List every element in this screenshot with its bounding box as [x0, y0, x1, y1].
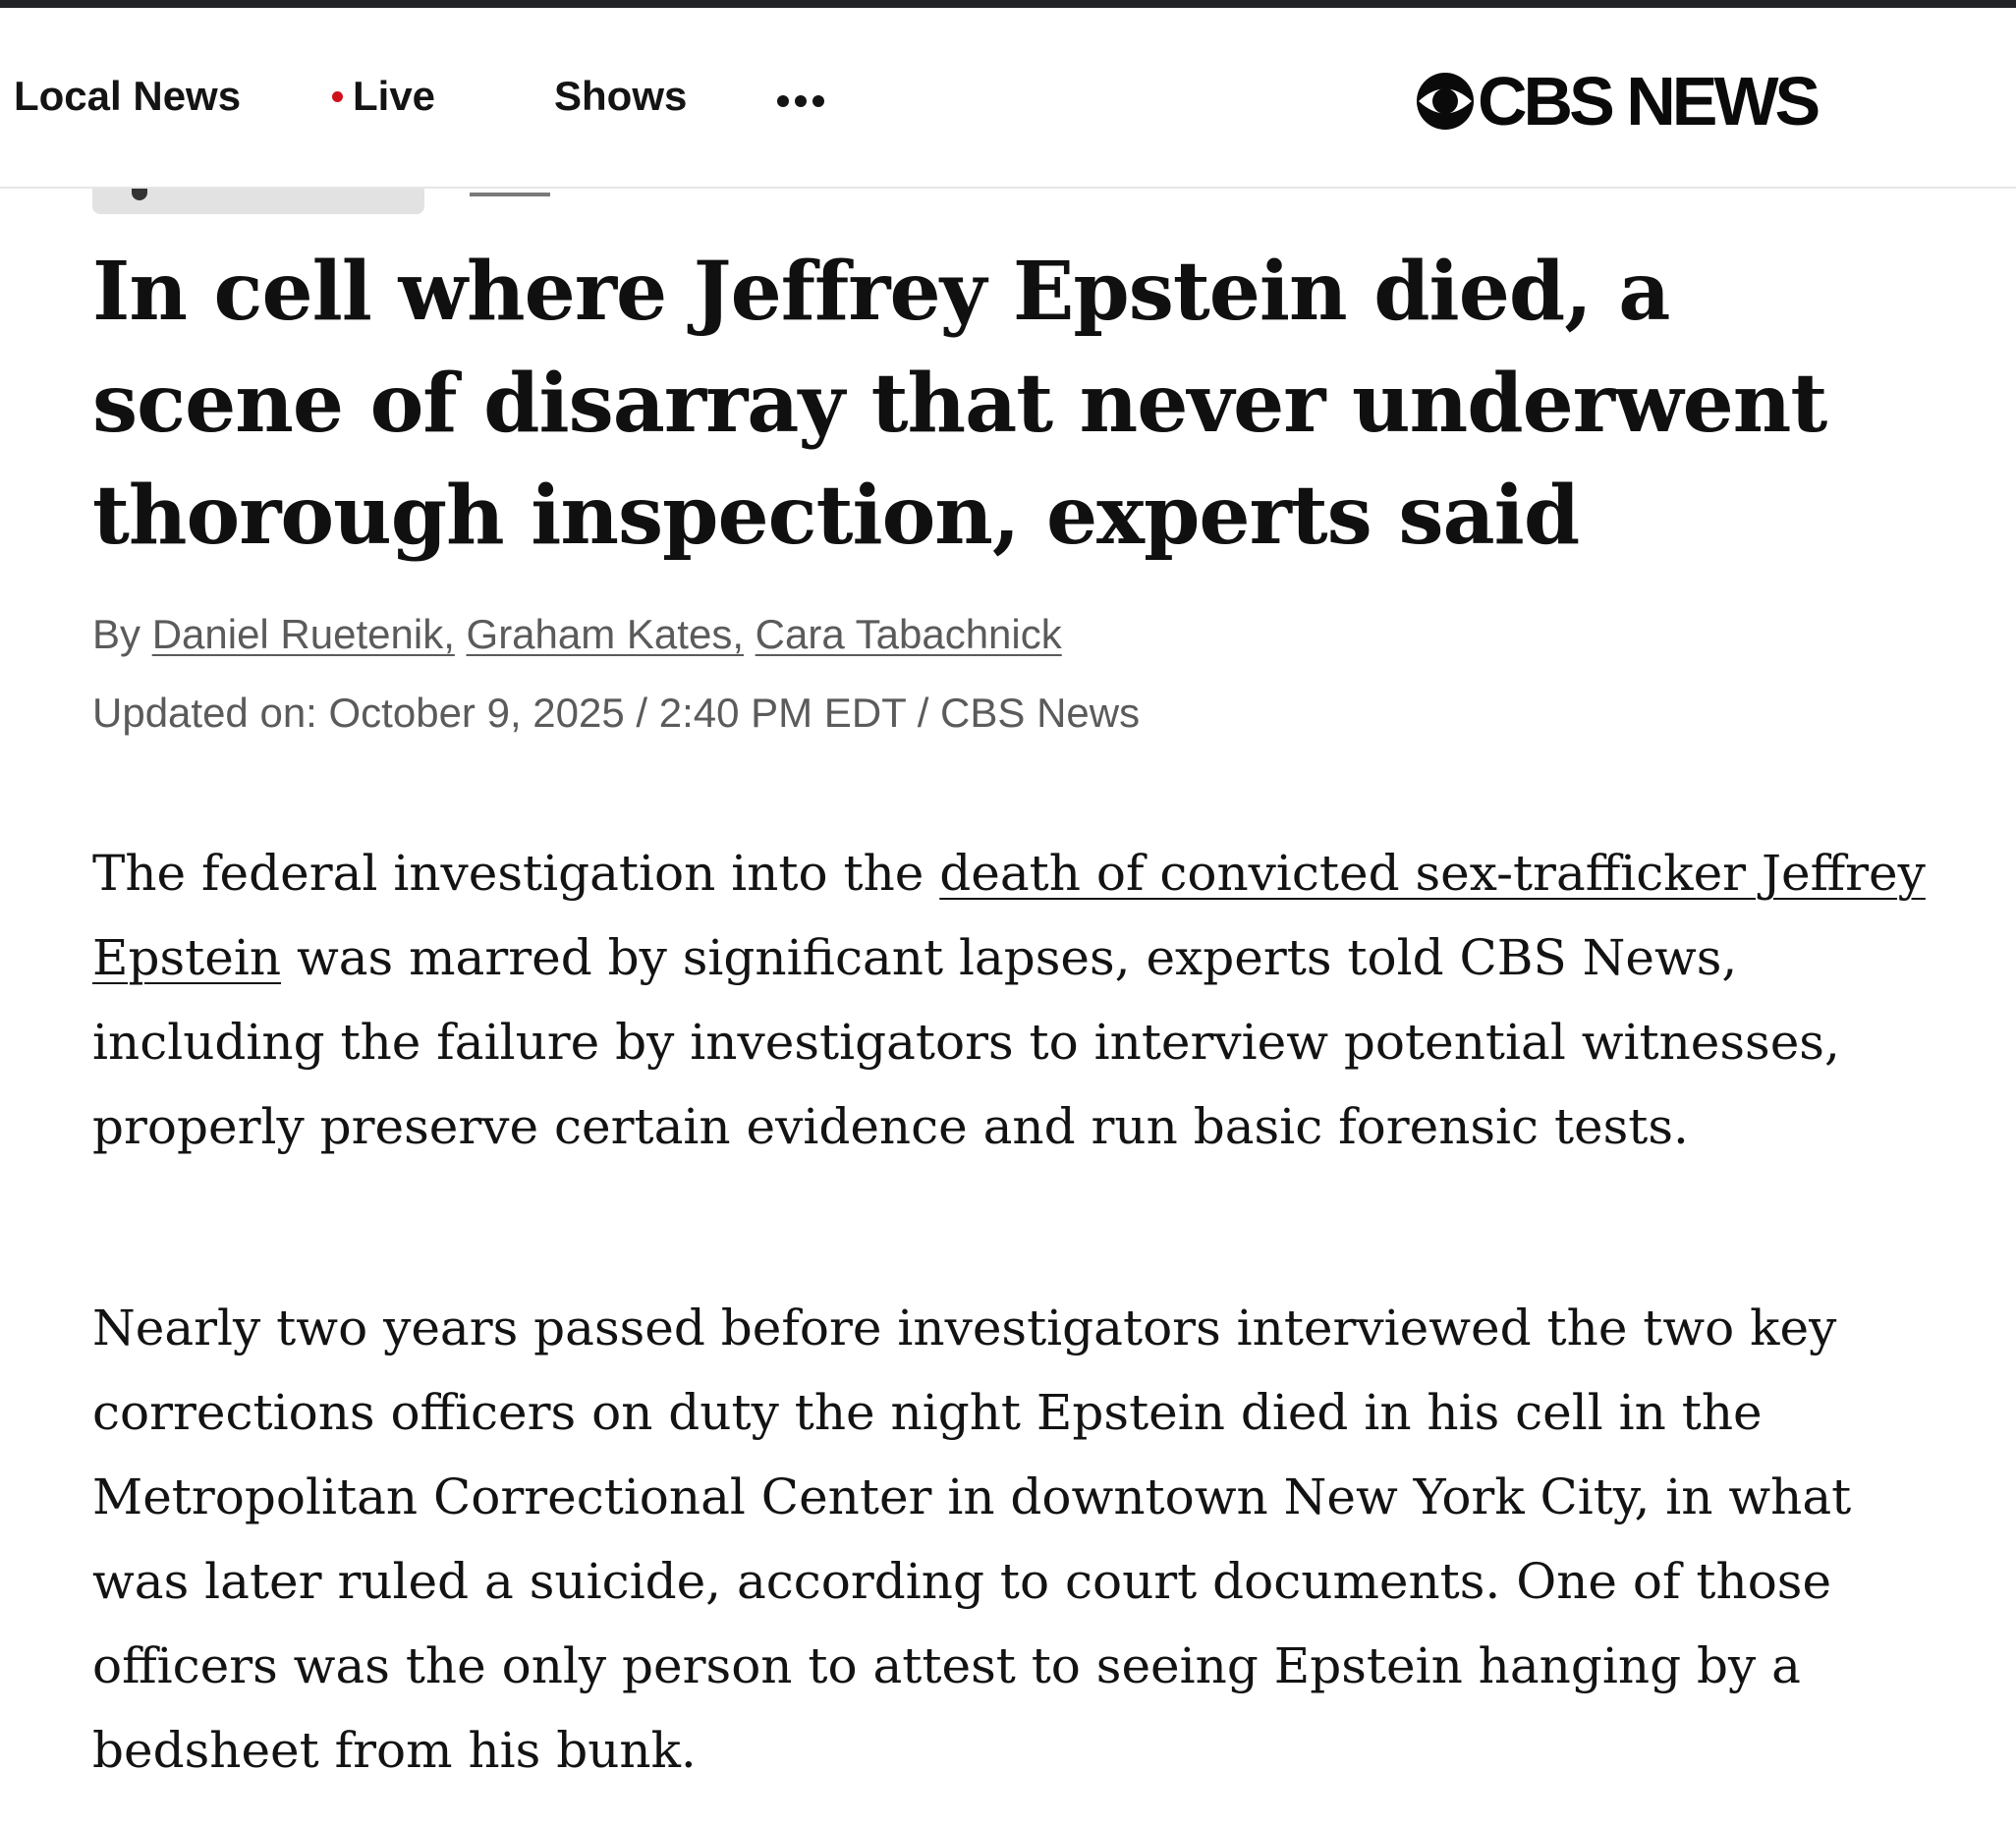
- article-paragraph-2: Nearly two years passed before investigators interviewed the two key corrections officers on duty the night Epstein died in his cell in the Metropolitan Correctional Center in downtown New York City, in what was later ruled a suicide, according to court documents. One of those officers was the only person to attest to seeing Epstein hanging by a bedsheet from his bunk.: [92, 1300, 1852, 1779]
- nav-shows-label: Shows: [554, 73, 688, 119]
- nav-live-label: Live: [353, 73, 436, 119]
- cbs-news-logo[interactable]: [1415, 63, 1818, 139]
- site-header: [0, 8, 2016, 189]
- section-tag[interactable]: [92, 189, 424, 214]
- author-link-tabachnick[interactable]: Cara Tabachnick: [755, 611, 1062, 657]
- top-accent-bar: [0, 0, 2016, 8]
- section-divider: [470, 193, 550, 196]
- article-byline: [92, 607, 1062, 662]
- live-indicator-icon: [332, 91, 343, 102]
- nav-shows[interactable]: [554, 71, 687, 122]
- paragraph-1-rest: was marred by significant lapses, experts told CBS News, including the failure by investigators to interview potential witnesses, properly preserve certain evidence and run basic forensic tests.: [92, 929, 1840, 1155]
- article-headline: In cell where Jeffrey Epstein died, a scene of disarray that never underwent thorough inspection, experts said: [92, 245, 1827, 563]
- author-link-ruetenik[interactable]: Daniel Ruetenik,: [151, 611, 455, 657]
- nav-live[interactable]: [332, 71, 435, 122]
- epstein-death-link[interactable]: death of convicted sex-trafficker Jeffrey Epstein: [92, 845, 1926, 986]
- nav-local-news[interactable]: [14, 71, 241, 122]
- article-dateline: Updated on: October 9, 2025 / 2:40 PM EDT / CBS News: [92, 690, 1141, 736]
- logo-text: CBS NEWS: [1478, 63, 1818, 139]
- byline-prefix: By: [92, 611, 152, 657]
- more-horizontal-icon[interactable]: [776, 94, 825, 108]
- paragraph-1-lead: The federal investigation into the: [92, 845, 940, 902]
- article-paragraph-1: [92, 831, 1949, 1169]
- cbs-eye-icon: [1415, 71, 1476, 132]
- tag-icon: [132, 189, 147, 200]
- nav-local-news-label: Local News: [14, 73, 242, 119]
- author-link-kates[interactable]: Graham Kates,: [466, 611, 744, 657]
